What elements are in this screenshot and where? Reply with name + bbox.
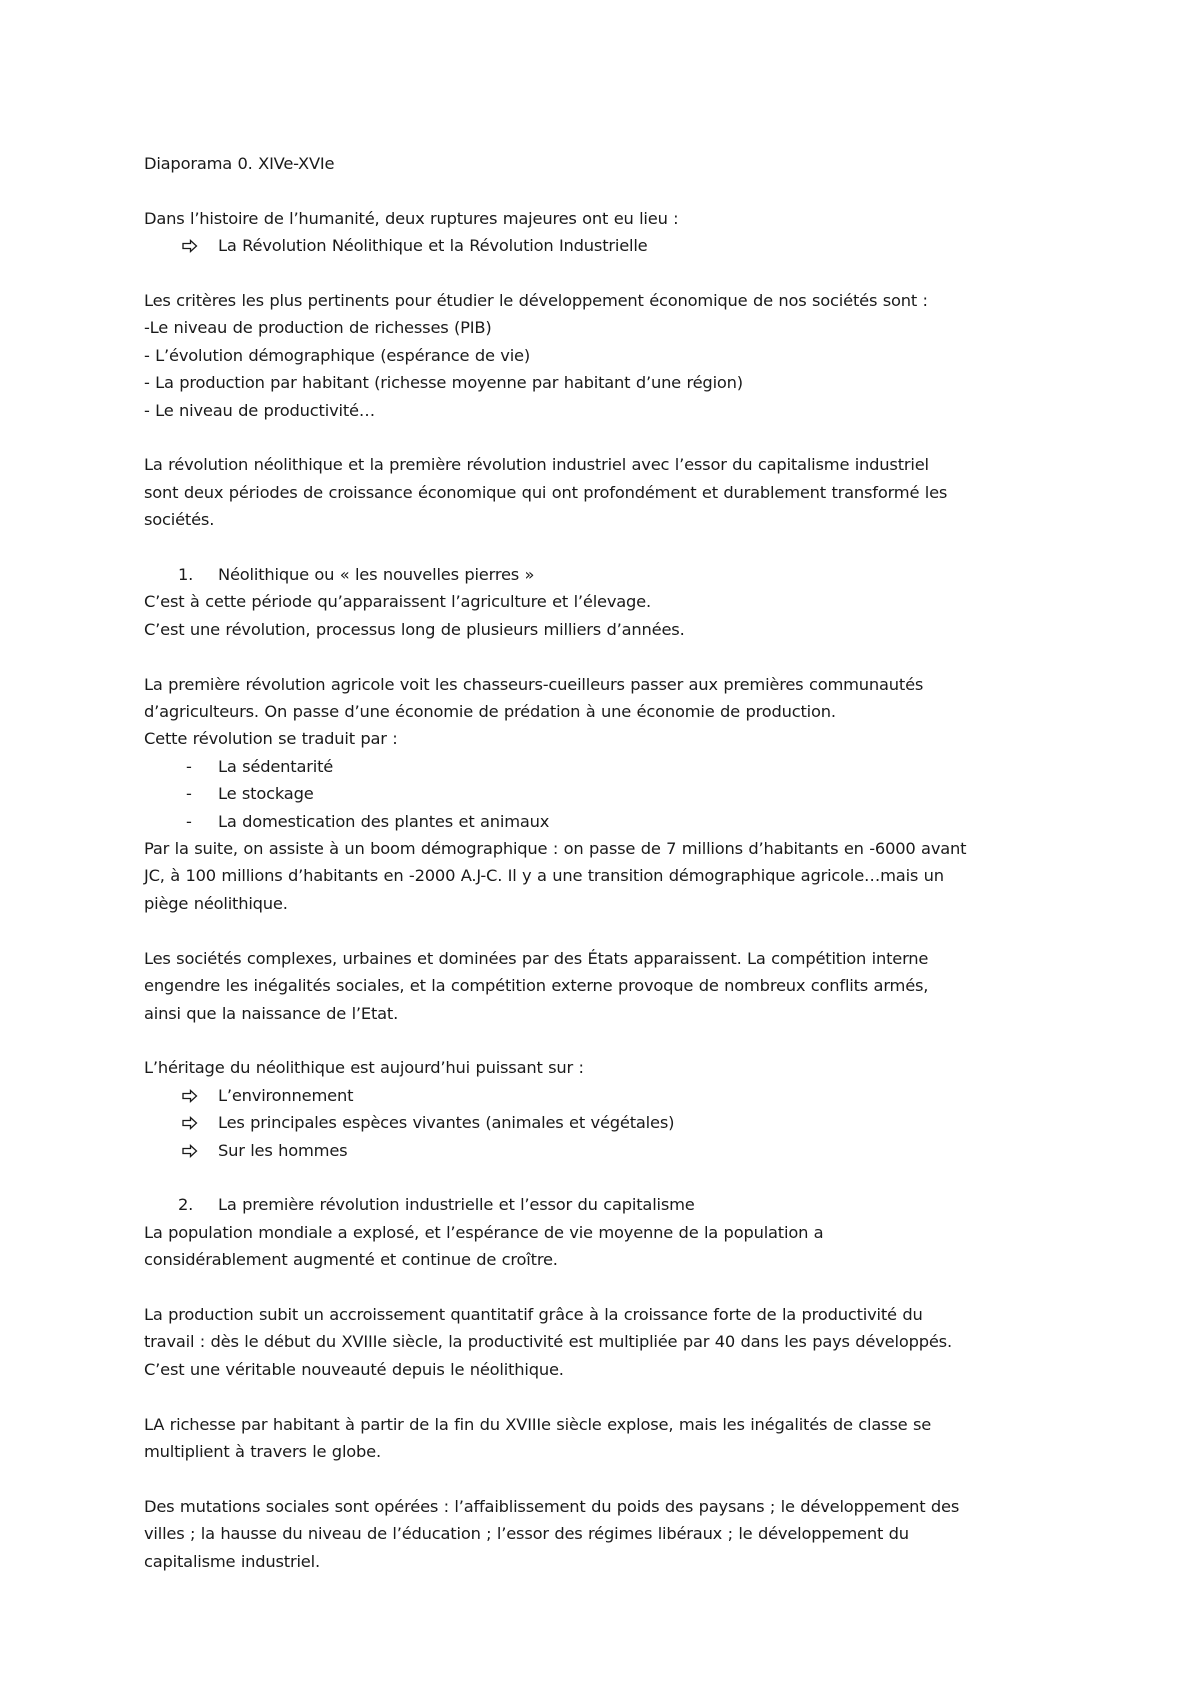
paragraph-line: Cette révolution se traduit par : bbox=[144, 729, 398, 749]
blank-line bbox=[144, 1274, 1140, 1301]
paragraph-line: C’est une révolution, processus long de plusieurs milliers d’années. bbox=[144, 619, 685, 639]
paragraph-line: considérablement augmenté et continue de croître. bbox=[144, 1250, 558, 1270]
heritage-item-text: Les principales espèces vivantes (animales et végétales) bbox=[218, 1113, 675, 1133]
criteria-item: -Le niveau de production de richesses (PIB) bbox=[144, 318, 492, 338]
paragraph-line: C’est à cette période qu’apparaissent l’agriculture et l’élevage. bbox=[144, 592, 651, 612]
paragraph-line: multiplient à travers le globe. bbox=[144, 1441, 381, 1461]
paragraph-line: ainsi que la naissance de l’Etat. bbox=[144, 1003, 399, 1023]
blank-line bbox=[144, 260, 1140, 287]
section-heading-text: Néolithique ou « les nouvelles pierres » bbox=[218, 565, 535, 585]
blank-line bbox=[144, 534, 1140, 561]
blank-line bbox=[144, 917, 1140, 944]
list-item bbox=[144, 753, 1140, 780]
blank-line bbox=[144, 643, 1140, 670]
blank-line bbox=[144, 424, 1140, 451]
section-number: 2. bbox=[178, 1195, 194, 1215]
arrow-bullet-icon bbox=[144, 232, 218, 259]
paragraph-line: LA richesse par habitant à partir de la fin du XVIIIe siècle explose, mais les inégalités de classe se bbox=[144, 1414, 932, 1434]
summary-line: sont deux périodes de croissance économique qui ont profondément et durablement transformé les bbox=[144, 482, 948, 502]
paragraph-line: La production subit un accroissement quantitatif grâce à la croissance forte de la productivité du bbox=[144, 1304, 923, 1324]
paragraph-line: La première révolution agricole voit les chasseurs-cueilleurs passer aux premières communautés bbox=[144, 674, 924, 694]
heritage-item-text: L’environnement bbox=[218, 1085, 354, 1105]
criteria-item: - L’évolution démographique (espérance de vie) bbox=[144, 345, 531, 365]
paragraph-line: travail : dès le début du XVIIIe siècle, la productivité est multipliée par 40 dans les pays développés. bbox=[144, 1332, 952, 1352]
section-heading-text: La première révolution industrielle et l’essor du capitalisme bbox=[218, 1195, 695, 1215]
heritage-item bbox=[144, 1082, 1140, 1109]
criteria-lead: Les critères les plus pertinents pour étudier le développement économique de nos sociétés sont : bbox=[144, 291, 928, 310]
paragraph-line: d’agriculteurs. On passe d’une économie de prédation à une économie de production. bbox=[144, 702, 836, 722]
heritage-lead: L’héritage du néolithique est aujourd’hui puissant sur : bbox=[144, 1058, 584, 1078]
blank-line bbox=[144, 177, 1140, 204]
dash-bullet: - bbox=[186, 756, 192, 776]
blank-line bbox=[144, 1164, 1140, 1191]
section-1-heading bbox=[144, 561, 1140, 588]
dash-bullet: - bbox=[186, 784, 192, 804]
dash-bullet: - bbox=[186, 811, 192, 831]
blank-line bbox=[144, 1465, 1140, 1492]
arrow-bullet-icon bbox=[144, 1137, 218, 1164]
list-item-text: Le stockage bbox=[218, 784, 314, 804]
heritage-item-text: Sur les hommes bbox=[218, 1140, 348, 1160]
criteria-item: - Le niveau de productivité… bbox=[144, 400, 375, 420]
heritage-item bbox=[144, 1137, 1140, 1164]
paragraph-line: Des mutations sociales sont opérées : l’affaiblissement du poids des paysans ; le développement des bbox=[144, 1496, 960, 1516]
arrow-bullet-icon bbox=[144, 1109, 218, 1136]
intro-bullet bbox=[144, 232, 1140, 259]
paragraph-line: C’est une véritable nouveauté depuis le néolithique. bbox=[144, 1359, 564, 1379]
document-title: Diaporama 0. XIVe-XVIe bbox=[144, 154, 335, 173]
summary-line: sociétés. bbox=[144, 510, 215, 530]
blank-line bbox=[144, 1383, 1140, 1410]
paragraph-line: villes ; la hausse du niveau de l’éducation ; l’essor des régimes libéraux ; le développement du bbox=[144, 1524, 909, 1544]
paragraph-line: JC, à 100 millions d’habitants en -2000 A.J-C. Il y a une transition démographique agricole…mais un bbox=[144, 866, 944, 886]
heritage-item bbox=[144, 1109, 1140, 1136]
paragraph-line: Par la suite, on assiste à un boom démographique : on passe de 7 millions d’habitants en -6000 avant bbox=[144, 839, 967, 859]
paragraph-line: engendre les inégalités sociales, et la compétition externe provoque de nombreux conflits armés, bbox=[144, 976, 929, 996]
paragraph-line: capitalisme industriel. bbox=[144, 1551, 320, 1571]
section-2-heading bbox=[144, 1191, 1140, 1218]
blank-line bbox=[144, 1027, 1140, 1054]
paragraph-line: La population mondiale a explosé, et l’espérance de vie moyenne de la population a bbox=[144, 1222, 824, 1242]
list-item-text: La domestication des plantes et animaux bbox=[218, 811, 550, 831]
section-number: 1. bbox=[178, 565, 194, 585]
arrow-bullet-icon bbox=[144, 1082, 218, 1109]
intro-bullet-text: La Révolution Néolithique et la Révolution Industrielle bbox=[218, 236, 648, 256]
list-item bbox=[144, 780, 1140, 807]
paragraph-line: Les sociétés complexes, urbaines et dominées par des États apparaissent. La compétition interne bbox=[144, 948, 929, 968]
document-body bbox=[144, 150, 1140, 1575]
list-item bbox=[144, 808, 1140, 835]
criteria-item: - La production par habitant (richesse moyenne par habitant d’une région) bbox=[144, 373, 743, 393]
intro-line: Dans l’histoire de l’humanité, deux ruptures majeures ont eu lieu : bbox=[144, 208, 679, 228]
list-item-text: La sédentarité bbox=[218, 756, 334, 776]
summary-line: La révolution néolithique et la première révolution industriel avec l’essor du capitalisme industriel bbox=[144, 455, 929, 475]
paragraph-line: piège néolithique. bbox=[144, 893, 288, 913]
